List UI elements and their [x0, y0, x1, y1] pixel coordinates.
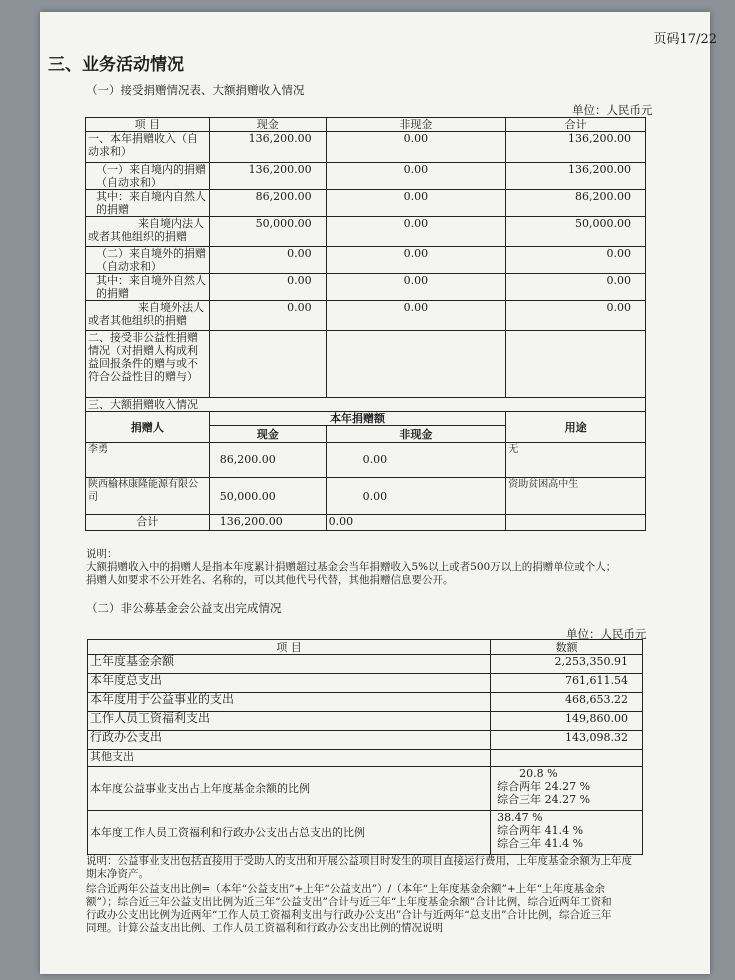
ratio-row [88, 811, 643, 855]
cell-total: 136,200.00 [506, 132, 646, 163]
cell-noncash [326, 331, 506, 398]
cell-total: 86,200.00 [506, 190, 646, 217]
cell-noncash: 0.00 [326, 274, 506, 301]
total-noncash: 0.00 [326, 515, 506, 531]
row-label: 其中：来自境外自然人的捐赠 [86, 274, 210, 301]
ratio-label: 本年度公益事业支出占上年度基金余额的比例 [88, 767, 491, 811]
subsection-title-1: （一）接受捐赠情况表、大额捐赠收入情况 [86, 83, 305, 97]
table-row [86, 331, 646, 398]
cell-value: 143,098.32 [491, 731, 643, 750]
table-row [88, 750, 643, 767]
note-line: 说明：公益事业支出包括直接用于受助人的支出和开展公益项目时发生的项目直接运行费用，上年度基金余额为上年度 [86, 855, 632, 867]
cell-donor: 李勇 [86, 443, 210, 478]
cell-noncash: 0.00 [326, 478, 506, 515]
cell-value: 468,653.22 [491, 693, 643, 712]
cell-cash: 0.00 [209, 247, 326, 274]
header-item: 项 目 [88, 640, 491, 655]
row-label: 本年度总支出 [88, 674, 491, 693]
cell-noncash: 0.00 [326, 132, 506, 163]
total-label: 合计 [86, 515, 210, 531]
note-line: 综合近两年公益支出比例=（本年“公益支出”+上年“公益支出”）/（本年“上年度基金余额”+上年“上年度基金余 [86, 883, 606, 895]
table-row [86, 163, 646, 190]
row-label: 本年度用于公益事业的支出 [88, 693, 491, 712]
table-row [86, 190, 646, 217]
unit-label-2: 单位：人民币元 [566, 627, 647, 641]
ratio-row [88, 767, 643, 811]
table-row [86, 247, 646, 274]
header-use: 用途 [506, 412, 646, 443]
note-line: 捐赠人如要求不公开姓名、名称的，可以其他代号代替，其他捐赠信息要公开。 [86, 574, 454, 586]
cell-noncash: 0.00 [326, 443, 506, 478]
header-cash: 现金 [209, 118, 326, 132]
table-row [86, 443, 646, 478]
ratio-value-three-year: 综合三年 24.27 % [497, 793, 591, 806]
table-row [86, 478, 646, 515]
table-row [86, 132, 646, 163]
cell-noncash: 0.00 [326, 217, 506, 247]
cell-cash [209, 331, 326, 398]
cell-total: 0.00 [506, 274, 646, 301]
note-label: 说明： [86, 548, 118, 560]
ratio-value-three-year: 综合三年 41.4 % [497, 837, 584, 850]
row-label: （二）来自境外的捐赠（自动求和） [86, 247, 210, 274]
note-line: 大额捐赠收入中的捐赠人是指本年度累计捐赠超过基金会当年捐赠收入5%以上或者500万以上的捐赠单位或个人； [86, 561, 617, 573]
note-line: 同理。计算公益支出比例、工作人员工资福利和行政办公支出比例的情况说明 [86, 922, 443, 934]
cell-noncash: 0.00 [326, 190, 506, 217]
header-donor: 捐赠人 [86, 412, 210, 443]
cell-cash: 0.00 [209, 301, 326, 331]
cell-value: 761,611.54 [491, 674, 643, 693]
row-label: 上年度基金余额 [88, 655, 491, 674]
total-use [506, 515, 646, 531]
section-title: 三、业务活动情况 [48, 55, 184, 75]
cell-total: 0.00 [506, 247, 646, 274]
row-label: 一、本年捐赠收入（自动求和） [86, 132, 210, 163]
table-row [88, 693, 643, 712]
subsection-title-2: （二）非公募基金会公益支出完成情况 [86, 601, 282, 615]
total-cash: 136,200.00 [209, 515, 326, 531]
cell-total: 0.00 [506, 301, 646, 331]
donation-table [85, 117, 646, 531]
cell-cash: 86,200.00 [209, 190, 326, 217]
table-row [86, 274, 646, 301]
row-label: 来自境外法人或者其他组织的捐赠 [86, 301, 210, 331]
table-row [88, 655, 643, 674]
total-row [86, 515, 646, 531]
table-row [88, 674, 643, 693]
ratio-value-two-year: 综合两年 24.27 % [497, 780, 591, 793]
table-row [88, 712, 643, 731]
cell-cash: 86,200.00 [209, 443, 326, 478]
expense-table [87, 639, 643, 855]
cell-value [491, 750, 643, 767]
ratio-label: 本年度工作人员工资福利和行政办公支出占总支出的比例 [88, 811, 491, 855]
cell-noncash: 0.00 [326, 163, 506, 190]
cell-cash: 136,200.00 [209, 163, 326, 190]
header-noncash: 非现金 [326, 118, 506, 132]
header-noncash-2: 非现金 [326, 426, 506, 443]
header-item: 项 目 [86, 118, 210, 132]
page-number: 页码17/22 [653, 32, 717, 47]
header-amount: 数额 [491, 640, 643, 655]
header-cash-2: 现金 [209, 426, 326, 443]
table-row [86, 217, 646, 247]
ratio-value-two-year: 综合两年 41.4 % [497, 824, 584, 837]
row-label: 其他支出 [88, 750, 491, 767]
row-label: 其中：来自境内自然人的捐赠 [86, 190, 210, 217]
table-row [88, 731, 643, 750]
cell-value: 2,253,350.91 [491, 655, 643, 674]
cell-donor: 陕西榆林康隆能源有限公司 [86, 478, 210, 515]
cell-cash: 50,000.00 [209, 478, 326, 515]
cell-value: 149,860.00 [491, 712, 643, 731]
cell-noncash: 0.00 [326, 247, 506, 274]
cell-total [506, 331, 646, 398]
note-line: 期末净资产。 [86, 868, 149, 880]
cell-cash: 0.00 [209, 274, 326, 301]
cell-use: 无 [506, 443, 646, 478]
ratio-value-year: 20.8 % [519, 767, 558, 780]
cell-noncash: 0.00 [326, 301, 506, 331]
unit-label-1: 单位：人民币元 [572, 103, 653, 117]
ratio-value-year: 38.47 % [497, 811, 543, 824]
cell-total: 50,000.00 [506, 217, 646, 247]
header-year-amount: 本年捐赠额 [209, 412, 505, 426]
cell-cash: 136,200.00 [209, 132, 326, 163]
note-line: 行政办公支出比例为近两年“工作人员工资福利支出与行政办公支出”合计与近两年“总支出”合计比例，综合近三年 [86, 909, 612, 921]
row-label: （一）来自境内的捐赠（自动求和） [86, 163, 210, 190]
large-section-label: 三、大额捐赠收入情况 [86, 398, 646, 412]
cell-cash: 50,000.00 [209, 217, 326, 247]
cell-use: 资助贫困高中生 [506, 478, 646, 515]
row-label: 行政办公支出 [88, 731, 491, 750]
table-row [86, 301, 646, 331]
note-line: 额”）；综合近三年公益支出比例为近三年“公益支出”合计与近三年“上年度基金余额”合计比例，综合近两年工资和 [86, 896, 612, 908]
row-label: 二、接受非公益性捐赠情况（对捐赠人构成利益回报条件的赠与或不符合公益性目的赠与） [86, 331, 210, 398]
header-total: 合计 [506, 118, 646, 132]
row-label: 来自境内法人或者其他组织的捐赠 [86, 217, 210, 247]
row-label: 工作人员工资福利支出 [88, 712, 491, 731]
cell-total: 136,200.00 [506, 163, 646, 190]
